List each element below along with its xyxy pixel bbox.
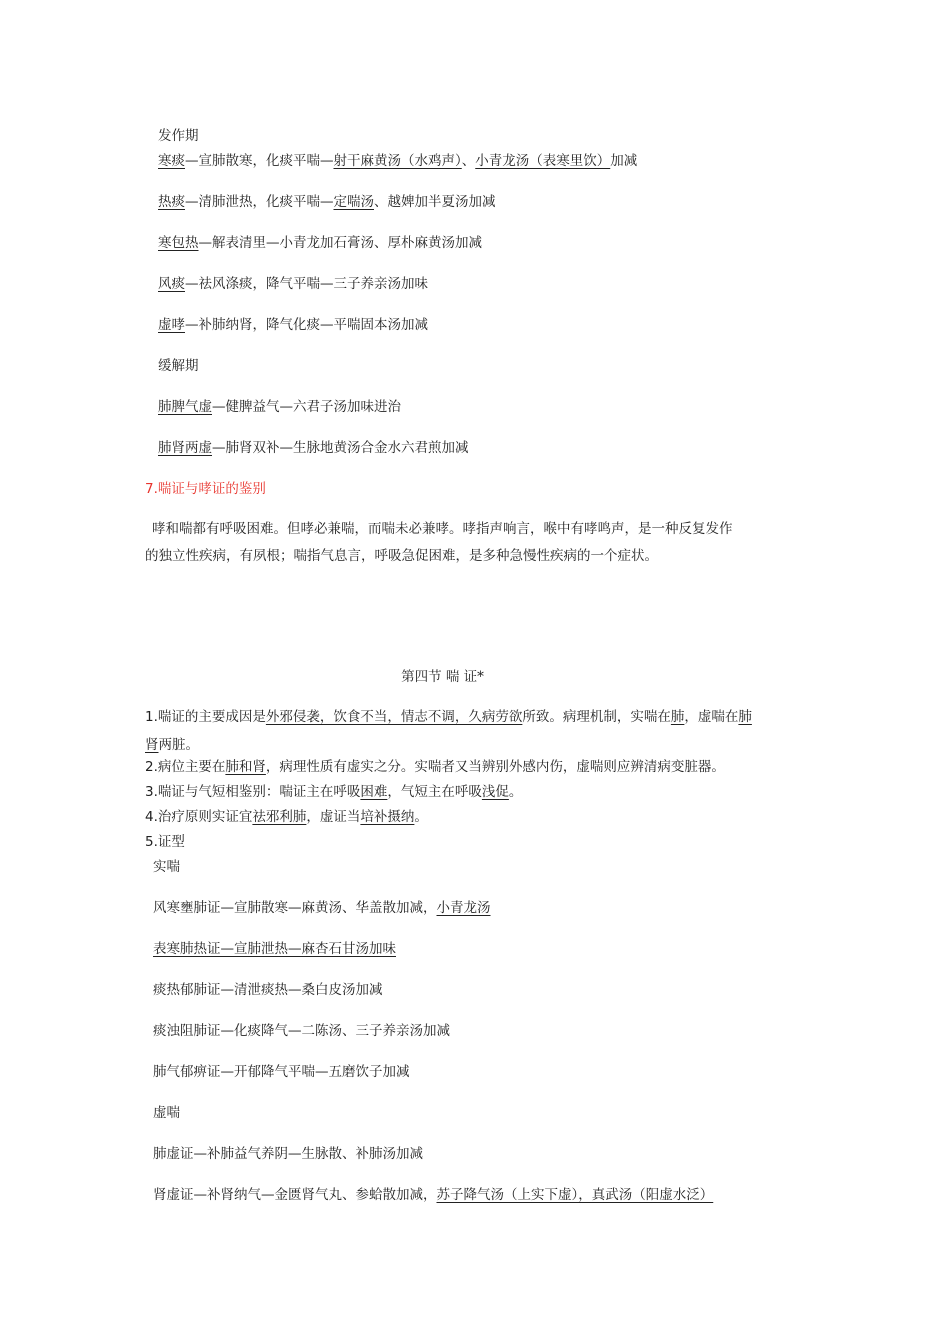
formula-link: 射干麻黄汤（水鸡声） — [333, 153, 462, 169]
paragraph-7-line-2: 的独立性疾病，有夙根；喘指气息言，呼吸急促困难，是多种急慢性疾病的一个症状。 — [145, 548, 658, 564]
point-text: ，病理性质有虚实之分。实喘者又当辨别外感内伤，虚喘则应辨清病变脏器。 — [265, 759, 725, 775]
point-text: 所致。病理机制，实喘在 — [522, 709, 671, 725]
syndrome-label: 热痰 — [158, 194, 185, 210]
point-4 — [145, 807, 428, 827]
key-term: 培补摄纳 — [360, 809, 415, 825]
heading-text: 喘证与哮证的鉴别 — [157, 481, 266, 497]
key-term: 祛邪利肺 — [252, 809, 307, 825]
remission-item-lung-kidney — [158, 438, 469, 458]
syndrome-label: 肺肾两虚 — [158, 440, 212, 456]
formula-link: 苏子降气汤（上实下虚），真武汤（阳虚水泛） — [436, 1187, 714, 1203]
excess-item-phlegm-heat — [153, 980, 383, 1000]
heading-7 — [145, 479, 266, 499]
paragraph-7-line-1: 哮和喘都有呼吸困难。但哮必兼喘，而喘未必兼哮。哮指声响言，喉中有哮鸣声，是一种反复发作 — [152, 521, 733, 537]
point-1 — [145, 703, 757, 759]
point-number: 1. — [145, 709, 158, 725]
remission-heading: 缓解期 — [158, 358, 199, 374]
point-number: 3. — [145, 784, 158, 800]
point-text: 喘证与气短相鉴别：喘证主在呼吸 — [157, 784, 361, 800]
syndrome-label: 肺脾气虚 — [158, 399, 212, 415]
attack-heading: 发作期 — [158, 128, 199, 144]
excess-item-qi-stagnation — [153, 1062, 410, 1082]
key-term: 肺和肾 — [225, 759, 266, 775]
key-term: 肺肾 — [145, 709, 752, 753]
point-text: 治疗原则实证宜 — [157, 809, 253, 825]
remission-item-lung-spleen — [158, 397, 401, 417]
treatment-text: —祛风涤痰，降气平喘—三子养亲汤加味 — [185, 276, 428, 292]
point-text: 病位主要在 — [157, 759, 226, 775]
point-text: ，虚喘在 — [684, 709, 739, 725]
excess-item-exterior-cold — [153, 939, 396, 959]
heading-number: 7. — [145, 481, 158, 497]
point-3 — [145, 782, 522, 802]
point-text: ，虚证当 — [306, 809, 361, 825]
point-text: 喘证的主要成因是 — [157, 709, 266, 725]
item-text: 风寒壅肺证—宣肺散寒—麻黄汤、华盖散加减， — [153, 900, 437, 916]
attack-item-cold-wrap-heat — [158, 233, 482, 253]
separator-text: 、 — [461, 153, 476, 169]
point-number: 4. — [145, 809, 158, 825]
syndrome-label: 虚哮 — [158, 317, 185, 333]
treatment-text: —解表清里—小青龙加石膏汤、厚朴麻黄汤加减 — [198, 235, 482, 251]
formula-link: 定喘汤 — [333, 194, 374, 210]
item-text: 表寒肺热证—宣肺泄热—麻杏石甘汤加味 — [153, 941, 396, 957]
suffix-text: 加减 — [610, 153, 638, 169]
treatment-text: —清肺泄热，化痰平喘— — [185, 194, 334, 210]
treatment-text: —肺肾双补—生脉地黄汤合金水六君煎加减 — [212, 440, 469, 456]
attack-item-wind-phlegm — [158, 274, 428, 294]
treatment-text: —宣肺散寒，化痰平喘— — [185, 153, 334, 169]
attack-item-deficiency-wheeze — [158, 315, 428, 335]
point-2 — [145, 757, 725, 777]
point-number: 2. — [145, 759, 158, 775]
item-text: 痰热郁肺证—清泄痰热—桑白皮汤加减 — [153, 982, 383, 998]
key-term: 肺 — [670, 709, 685, 725]
key-term: 困难 — [360, 784, 388, 800]
syndrome-label: 风痰 — [158, 276, 185, 292]
excess-item-wind-cold — [153, 898, 491, 918]
item-text: 肺气郁痹证—开郁降气平喘—五磨饮子加减 — [153, 1064, 410, 1080]
treatment-text: —健脾益气—六君子汤加味进治 — [212, 399, 401, 415]
deficiency-heading: 虚喘 — [153, 1105, 180, 1121]
point-number: 5. — [145, 834, 158, 850]
point-5 — [145, 832, 185, 852]
key-term: 浅促 — [481, 784, 509, 800]
point-text: 证型 — [157, 834, 185, 850]
item-text: 肾虚证—补肾纳气—金匮肾气丸、参蛤散加减， — [153, 1187, 437, 1203]
excess-item-turbid-phlegm — [153, 1021, 450, 1041]
suffix-text: 、越婢加半夏汤加减 — [374, 194, 496, 210]
item-text: 痰浊阻肺证—化痰降气—二陈汤、三子养亲汤加减 — [153, 1023, 450, 1039]
item-text: 肺虚证—补肺益气养阴—生脉散、补肺汤加减 — [153, 1146, 423, 1162]
formula-link: 小青龙汤 — [436, 900, 491, 916]
deficiency-item-lung — [153, 1144, 423, 1164]
point-text: 两脏。 — [158, 737, 199, 753]
point-text: 。 — [414, 809, 428, 825]
treatment-text: —补肺纳肾，降气化痰—平喘固本汤加减 — [185, 317, 428, 333]
deficiency-item-kidney — [153, 1185, 713, 1205]
syndrome-label: 寒痰 — [158, 153, 185, 169]
formula-link: 小青龙汤（表寒里饮） — [475, 153, 611, 169]
syndrome-label: 寒包热 — [158, 235, 199, 251]
attack-item-hot-phlegm — [158, 192, 496, 212]
attack-item-cold-phlegm — [158, 151, 637, 171]
point-text: 。 — [508, 784, 523, 800]
section-title: 第四节 喘 证* — [401, 669, 484, 685]
excess-heading: 实喘 — [153, 859, 180, 875]
key-term: 外邪侵袭，饮食不当，情志不调，久病劳欲 — [265, 709, 523, 725]
point-text: ，气短主在呼吸 — [387, 784, 482, 800]
